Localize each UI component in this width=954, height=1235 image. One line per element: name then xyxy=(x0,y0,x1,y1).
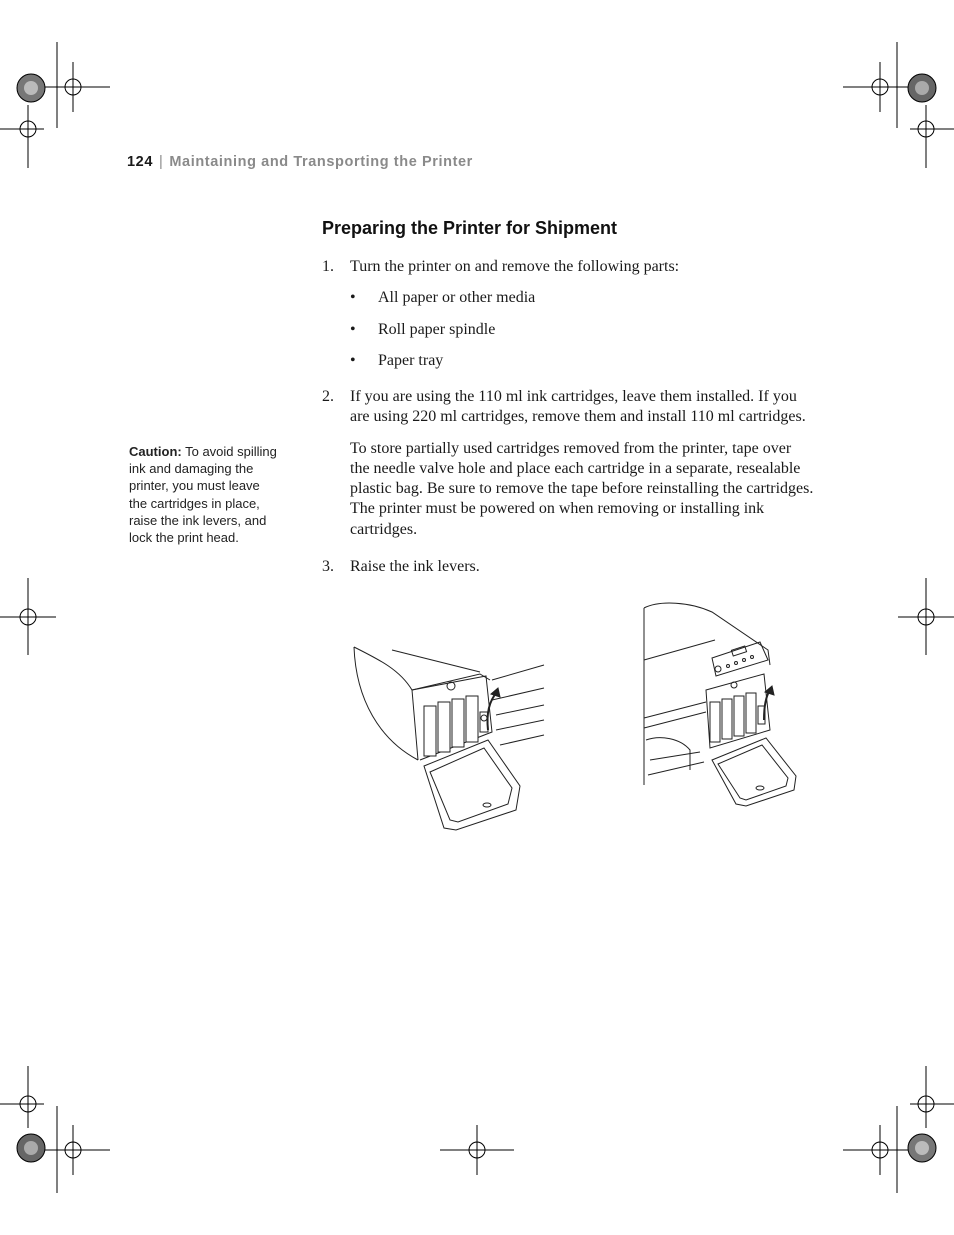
caution-line-6: lock the print head. xyxy=(129,530,239,546)
caution-label: Caution: xyxy=(129,444,182,459)
caution-line-2: ink and damaging the xyxy=(129,461,254,477)
step-3-text: Raise the ink levers. xyxy=(350,558,480,575)
caution-line-3: printer, you must leave xyxy=(129,478,260,494)
step-2-line-2: are using 220 ml cartridges, remove them and install 110 ml cartridges. xyxy=(350,408,806,425)
step-3-number: 3. xyxy=(322,558,334,575)
caution-line-5: raise the ink levers, and xyxy=(129,512,267,528)
step-1-text: Turn the printer on and remove the following parts: xyxy=(350,258,680,275)
bullet-1: • xyxy=(350,289,356,306)
caution-line-1: To avoid spilling xyxy=(185,444,277,459)
step-2-para-line-4: The printer must be powered on when removing or installing ink xyxy=(350,500,765,517)
bullet-3: • xyxy=(350,352,356,369)
step-2-para-line-5: cartridges. xyxy=(350,521,418,538)
section-title: Preparing the Printer for Shipment xyxy=(322,218,618,238)
step-2-para-line-2: the needle valve hole and place each cartridge in a separate, resealable xyxy=(350,460,801,477)
step-2-line-1: If you are using the 110 ml ink cartridges, leave them installed. If you xyxy=(350,388,797,405)
step-2-para-line-1: To store partially used cartridges removed from the printer, tape over xyxy=(350,440,792,457)
page-number: 124 xyxy=(127,154,153,170)
bullet-2: • xyxy=(350,321,356,338)
step-2-number: 2. xyxy=(322,388,334,405)
step-1-number: 1. xyxy=(322,258,334,275)
step-2-para-line-3: plastic bag. Be sure to remove the tape before reinstalling the cartridges. xyxy=(350,480,814,497)
bullet-1-text: All paper or other media xyxy=(378,289,536,306)
bullet-3-text: Paper tray xyxy=(378,352,444,369)
bullet-2-text: Roll paper spindle xyxy=(378,321,496,338)
chapter-title: Maintaining and Transporting the Printer xyxy=(169,154,473,170)
caution-line-4: the cartridges in place, xyxy=(129,495,260,511)
header-separator: | xyxy=(159,154,164,170)
